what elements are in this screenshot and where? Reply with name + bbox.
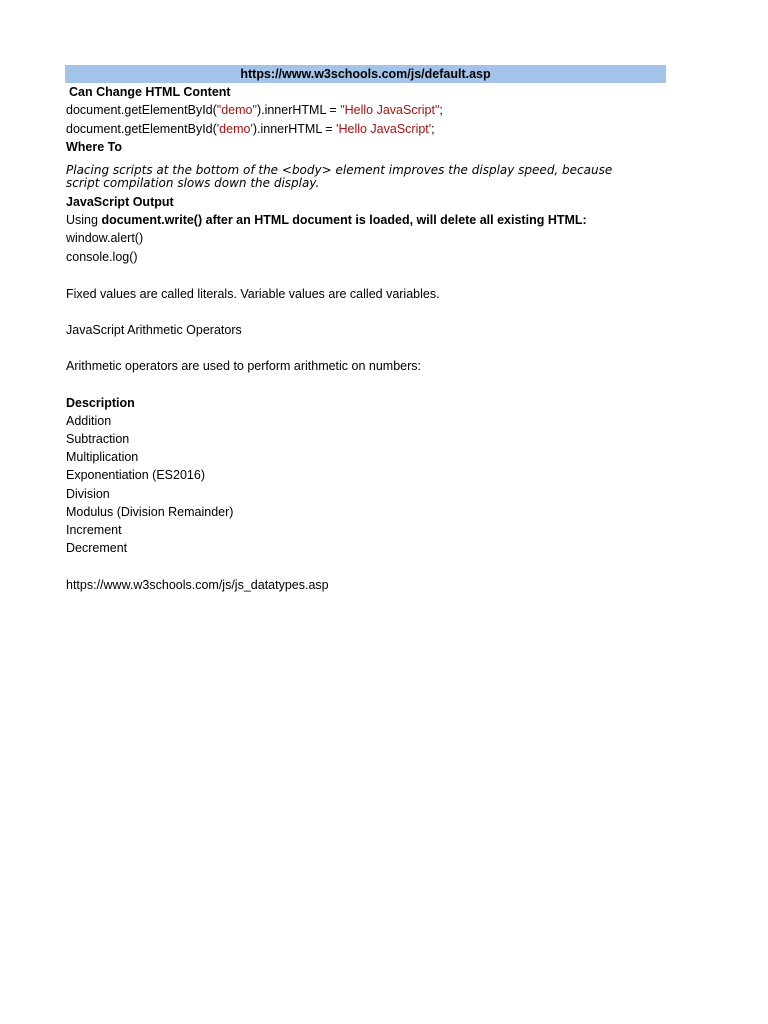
code-line-double-quotes <box>66 102 443 118</box>
operator-item: Subtraction <box>66 432 130 446</box>
code-end: ; <box>439 103 443 117</box>
document-write-note <box>66 212 587 228</box>
code-line-single-quotes <box>66 121 435 137</box>
code-prefix: document.getElementById( <box>66 122 217 136</box>
window-alert-line: window.alert() <box>66 231 144 245</box>
code-middle: ).innerHTML = <box>256 103 341 117</box>
datatypes-url[interactable]: https://www.w3schools.com/js/js_datatypes.asp <box>66 578 329 592</box>
code-argument: "demo" <box>216 103 257 117</box>
code-middle: ).innerHTML = <box>252 122 337 136</box>
operator-item: Addition <box>66 414 112 428</box>
literals-line: Fixed values are called literals. Variable values are called variables. <box>66 287 440 301</box>
operator-item: Exponentiation (ES2016) <box>66 468 205 482</box>
write-pre: Using <box>66 213 102 227</box>
arithmetic-title: JavaScript Arithmetic Operators <box>66 323 242 337</box>
code-value: 'Hello JavaScript' <box>336 122 432 136</box>
code-prefix: document.getElementById( <box>66 103 217 117</box>
operator-item: Division <box>66 487 110 501</box>
operator-item: Decrement <box>66 541 128 555</box>
where-to-note: Placing scripts at the bottom of the <body> element improves the display speed, because script compilation slows down the display. <box>66 163 613 190</box>
section-title-output: JavaScript Output <box>66 195 174 209</box>
operator-item: Increment <box>66 523 122 537</box>
section-title-change-html: Can Change HTML Content <box>69 85 231 99</box>
write-code: document.write() <box>101 213 203 227</box>
operators-header: Description <box>66 396 135 410</box>
write-post: after an HTML document is loaded, will delete all existing HTML: <box>202 213 587 227</box>
operator-item: Multiplication <box>66 450 139 464</box>
code-end: ; <box>431 122 435 136</box>
code-value: "Hello JavaScript" <box>340 103 440 117</box>
arithmetic-description: Arithmetic operators are used to perform arithmetic on numbers: <box>66 359 422 373</box>
code-argument: 'demo' <box>216 122 253 136</box>
operator-item: Modulus (Division Remainder) <box>66 505 234 519</box>
section-title-where-to: Where To <box>66 140 123 154</box>
header-url[interactable]: https://www.w3schools.com/js/default.asp <box>240 67 491 81</box>
console-log-line: console.log() <box>66 250 138 264</box>
header-url-bar <box>65 65 666 83</box>
